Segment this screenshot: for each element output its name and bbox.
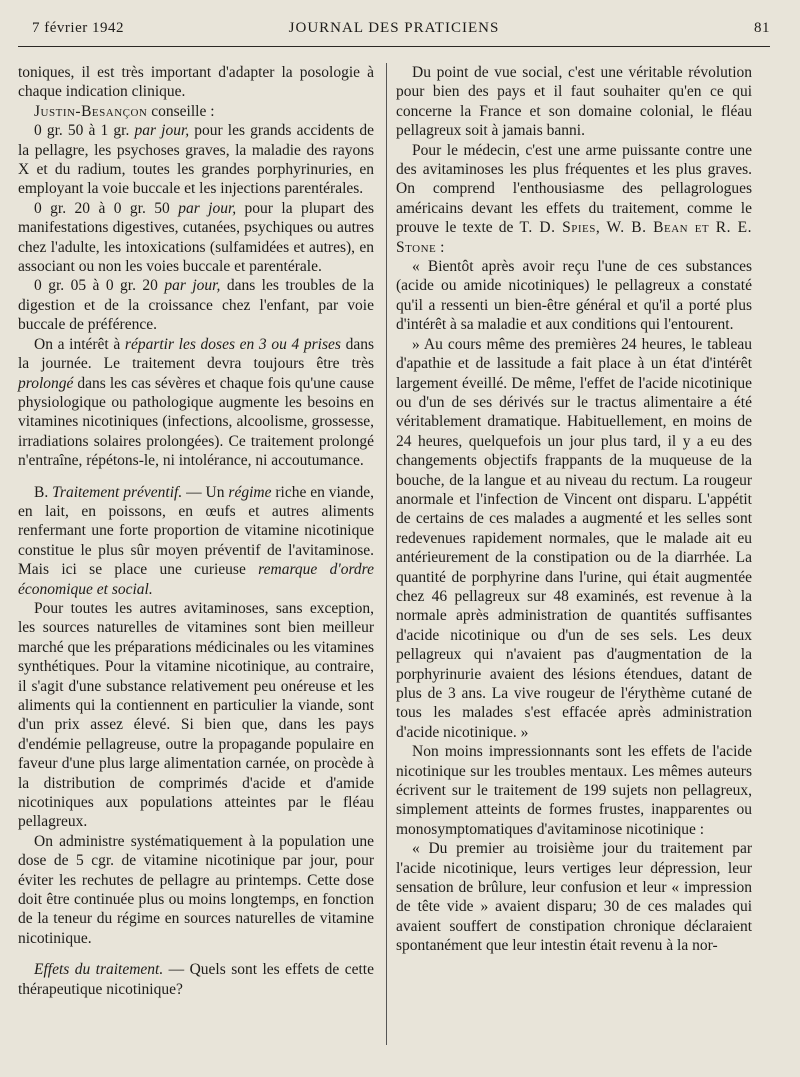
quote-paragraph: » Au cours même des premières 24 heures, le tableau d'apathie et de lassitude a fait place à un état d'intérêt largement éveillé. De même, l'effet de l'acide nicotinique ou d'un de ses dérivés sur le tractus alimentaire a été véritablement dramatique. Habituellement, en moins de 24 heures, quelquefois un jour plus tard, il y a eu des changements objectifs frappants de la muqueuse de la bouche, de la langue et au niveau du rectum. La rougeur anormale et l'infection de Vincent ont disparu. L'appétit de certains de ces malades a augmenté et les selles sont redevenues rapidement normales, que le malade ait eu antérieurement de la constipation ou de la diarrhée. La quantité de porphyrine dans l'urine, qui était augmentée chez 46 pellagreux sur 48 examinés, est revenue à la normale après administration de quantités suffisantes d'acide nicotinique ou d'un de ses sels. Les deux pellagreux qui n'avaient pas d'augmentation de la porphyrinurie avaient des lésions étendues, datant de plus de 3 ans. La vive rougeur de l'érythème cutané de tous les malades s'est effacée après administration d'acide nicotinique. » [396, 335, 752, 741]
right-column [396, 63, 752, 956]
paragraph: 0 gr. 50 à 1 gr. par jour, pour les grands accidents de la pellagre, les psychoses graves, la maladie des rayons X et du radium, toutes les grandes porphyrinuries, en employant la voie buccale et les injections parentérales. [18, 122, 374, 198]
paragraph: Du point de vue social, c'est une véritable révolution pour bien des pays et il faut souhaiter qu'en ce qui concerne la France et son domaine colonial, le fléau pellagreux soit à jamais banni. [396, 64, 752, 140]
section-title: Effets du traitement. [34, 961, 164, 979]
paragraph: Justin-Besançon conseille : [34, 102, 215, 120]
paragraph: Non moins impressionnants sont les effets de l'acide nicotinique sur les troubles mentaux. Les mêmes auteurs écrivent sur le traitement de 199 sujets non pellagreux, simplement atteints de formes frustes, inapparentes ou monosymptomatiques d'avitaminose nicotinique : [396, 743, 752, 838]
page-number: 81 [754, 20, 770, 36]
author-names: T. D. Spies, W. B. Bean et R. E. Stone [396, 219, 752, 256]
journal-title: JOURNAL DES PRATICIENS [288, 20, 500, 36]
issue-date: 7 février 1942 [32, 20, 124, 36]
paragraph: Pour le médecin, c'est une arme puissante contre une des avitaminoses les plus fréquentes et les plus graves. On comprend l'enthousiasme des pellagrologues américains devant les effets du traitement, comme le prouve le texte de T. D. Spies, W. B. Bean et R. E. Stone : [396, 141, 752, 256]
quote-paragraph: « Du premier au troisième jour du traitement par l'acide nicotinique, leurs vertiges leur dépression, leur sensation de brûlure, leur confusion et leur « impression de tête vide » avaient disparu; 30 de ces malades qui avaient souffert de constipation chronique déclaraient spontanément que leur intestin était revenu à la nor- [396, 840, 752, 955]
header-rule [18, 46, 770, 47]
section-heading-paragraph: B. Traitement préventif. — Un régime riche en viande, en lait, en poissons, en œufs et autres aliments renfermant une forte proportion de vitamine nicotinique constitue le plus sûr moyen préventif de l'avitaminose. Mais ici se place une curieuse remarque d'ordre économique et social. [18, 483, 374, 598]
paragraph: On administre systématiquement à la population une dose de 5 cgr. de vitamine nicotinique par jour, pour éviter les rechutes de pellagre au printemps. Cette dose doit être continuée plus ou moins longtemps, en fonction de la teneur du régime en sources naturelles de vitamine nicotinique. [18, 832, 374, 947]
paragraph: 0 gr. 20 à 0 gr. 50 par jour, pour la plupart des manifestations digestives, cutanées, psychiques ou autres chez l'adulte, les intoxications (sulfamidées et autres), en associant ou non les voies buccale et parentérale. [18, 199, 374, 276]
section-heading-paragraph: Effets du traitement. — Quels sont les effets de cette thérapeutique nicotinique? [18, 961, 374, 998]
column-divider [386, 63, 387, 1045]
paragraph: Pour toutes les autres avitaminoses, sans exception, les sources naturelles de vitamines sont bien meilleur marché que les préparations médicinales ou les vitamines synthétiques. Pour la vitamine nicotinique, au contraire, il s'agit d'une substance relativement peu onéreuse et les aliments qui la contiennent en particulier la viande, sont d'un prix assez élevé. Si bien que, dans les pays d'endémie pellagreuse, outre la propagande populaire en faveur d'une plus large alimentation carnée, on procède à la distribution de comprimés d'acide et d'amide nicotiniques aux populations atteintes par le fléau pellagreux. [18, 599, 374, 831]
left-column [18, 63, 374, 999]
author-name: Justin-Besançon [34, 102, 148, 120]
page-header [18, 20, 770, 44]
paragraph: toniques, il est très important d'adapter la posologie à chaque indication clinique. [18, 64, 374, 101]
paragraph: 0 gr. 05 à 0 gr. 20 par jour, dans les troubles de la digestion et de la croissance chez l'enfant, par voie buccale de préférence. [18, 277, 374, 334]
section-title: Traitement préventif. [52, 483, 183, 501]
quote-paragraph: « Bientôt après avoir reçu l'une de ces substances (acide ou amide nicotiniques) le pellagreux a constaté qu'il a ressenti un bien-être général et qu'il a porté plus d'intérêt à sa maladie et aux conditions qui l'entourent. [396, 258, 752, 334]
paragraph: On a intérêt à répartir les doses en 3 ou 4 prises dans la journée. Le traitement devra toujours être très prolongé dans les cas sévères et chaque fois qu'une cause physiologique ou pathologique augmente les besoins en vitamines nicotiniques (infections, alcoolisme, grossesse, irradiations solaires prolongées). Ce traitement prolongé n'entraîne, répétons-le, ni intolérance, ni accoutumance. [18, 335, 374, 470]
